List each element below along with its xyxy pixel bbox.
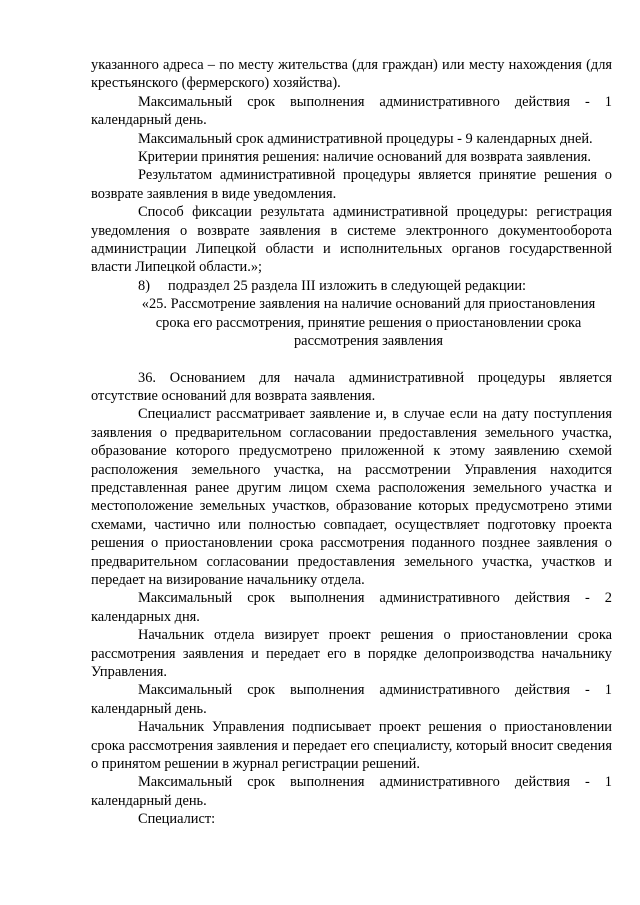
- paragraph-head-of-department-visa: Начальник отдела визирует проект решения о приостановлении срока рассмотрения заявления и передает его в порядке делопроизводства начальнику Управления.: [91, 627, 612, 680]
- paragraph-max-procedure-term: Максимальный срок административной процедуры - 9 календарных дней.: [138, 130, 593, 147]
- paragraph-address-continuation: указанного адреса – по месту жительства (для граждан) или месту нахождения (для крестьянского (фермерского) хозяйства).: [91, 57, 612, 92]
- paragraph-36-basis: 36. Основанием для начала административной процедуры является отсутствие оснований для возврата заявления.: [91, 369, 612, 404]
- list-item-8-text: подраздел 25 раздела III изложить в следующей редакции:: [168, 277, 527, 294]
- list-item-8-number: 8): [138, 277, 150, 294]
- list-item-8: [91, 277, 612, 295]
- paragraph-result-fixation: Способ фиксации результата административной процедуры: регистрация уведомления о возврате заявления в системе электронного документооборота администрации Липецкой области и исполнительных органов государственной власти Липецкой области.»;: [91, 204, 612, 276]
- subsection-25-heading: «25. Рассмотрение заявления на наличие оснований для приостановления срока его рассмотрения, принятие решения о приостановлении срока рассмотрения заявления: [141, 296, 596, 350]
- paragraph-specialist: Специалист:: [138, 811, 216, 828]
- paragraph-procedure-result: Результатом административной процедуры является принятие решения о возврате заявления в виде уведомления.: [91, 167, 612, 202]
- paragraph-specialist-review: Специалист рассматривает заявление и, в случае если на дату поступления заявления о предварительном согласовании предоставления земельного участка, образование которого предусмотрено приложенной к этому заявлению схемой расположения земельного участка, на рассмотрении Управления находится представленная ранее другим лицом схема расположения земельного участка и местоположение земельных участков, образование которых предусмотрено этими схемами, частично или полностью совпадает, осуществляет подготовку проекта решения о приостановлении срока рассмотрения поданного позднее заявления о предварительном согласовании предоставления земельного участка, участков и передает на визирование начальнику отдела.: [91, 406, 612, 588]
- paragraph-max-action-term-2-days: Максимальный срок выполнения административного действия - 2 календарных дня.: [91, 590, 612, 625]
- paragraph-max-action-term-1: Максимальный срок выполнения административного действия - 1 календарный день.: [91, 93, 612, 129]
- spacer: [91, 351, 612, 369]
- paragraph-decision-criteria: Критерии принятия решения: наличие оснований для возврата заявления.: [138, 149, 591, 166]
- paragraph-head-of-administration-signs: Начальник Управления подписывает проект решения о приостановлении срока рассмотрения заявления и передает его специалисту, который вносит сведения о принятом решении в журнал регистрации решений.: [91, 719, 612, 773]
- paragraph-max-action-term-1-day-a: Максимальный срок выполнения административного действия - 1 календарный день.: [91, 682, 612, 717]
- paragraph-max-action-term-1-day-b: Максимальный срок выполнения административного действия - 1 календарный день.: [91, 774, 612, 809]
